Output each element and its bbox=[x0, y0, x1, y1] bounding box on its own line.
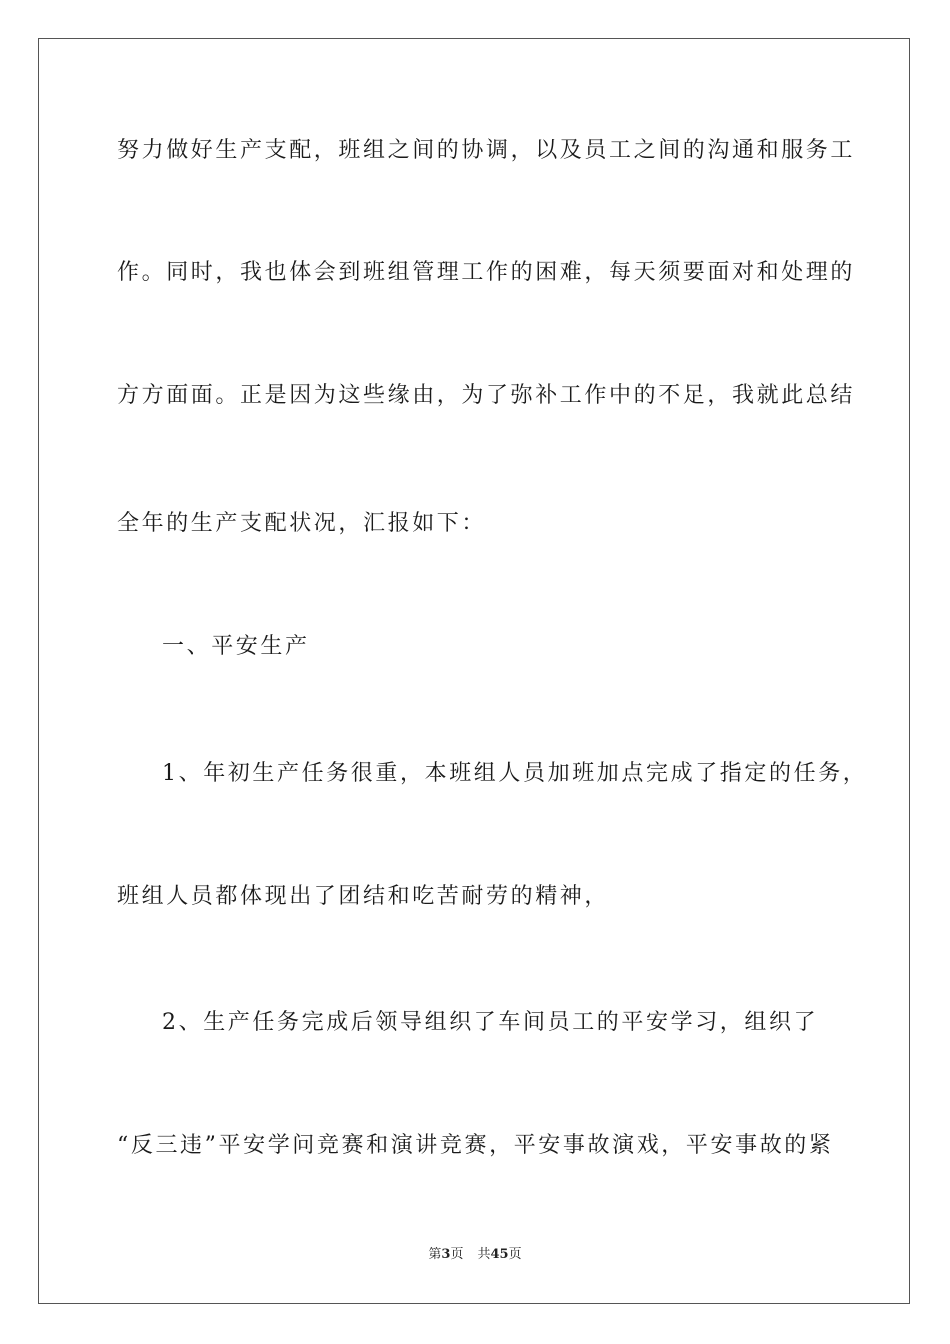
section-heading: 一、平安生产 bbox=[162, 634, 310, 659]
body-line-7: 班组人员都体现出了团结和吃苦耐劳的精神， bbox=[117, 884, 610, 909]
body-line-8: 2、生产任务完成后领导组织了车间员工的平安学习，组织了 bbox=[162, 1010, 819, 1035]
body-line-6: 1、年初生产任务很重，本班组人员加班加点完成了指定的任务， bbox=[162, 761, 868, 786]
page-frame bbox=[38, 38, 910, 1304]
footer-page-suffix: 页 bbox=[450, 1247, 464, 1262]
body-line-9: “反三违”平安学问竞赛和演讲竞赛，平安事故演戏，平安事故的紧 bbox=[117, 1133, 834, 1158]
footer-page-prefix: 第 bbox=[428, 1247, 442, 1262]
body-line-1: 努力做好生产支配，班组之间的协调，以及员工之间的沟通和服务工 bbox=[117, 138, 856, 163]
body-line-2: 作。同时，我也体会到班组管理工作的困难，每天须要面对和处理的 bbox=[117, 260, 856, 285]
footer-total-suffix: 页 bbox=[508, 1247, 522, 1262]
page-footer bbox=[0, 1246, 950, 1264]
body-line-4: 全年的生产支配状况，汇报如下： bbox=[117, 511, 487, 536]
footer-total-pages: 45 bbox=[490, 1247, 509, 1262]
footer-total-prefix: 共 bbox=[477, 1247, 491, 1262]
footer-page-number: 3 bbox=[441, 1247, 451, 1262]
body-line-3: 方方面面。正是因为这些缘由，为了弥补工作中的不足，我就此总结 bbox=[117, 383, 856, 408]
